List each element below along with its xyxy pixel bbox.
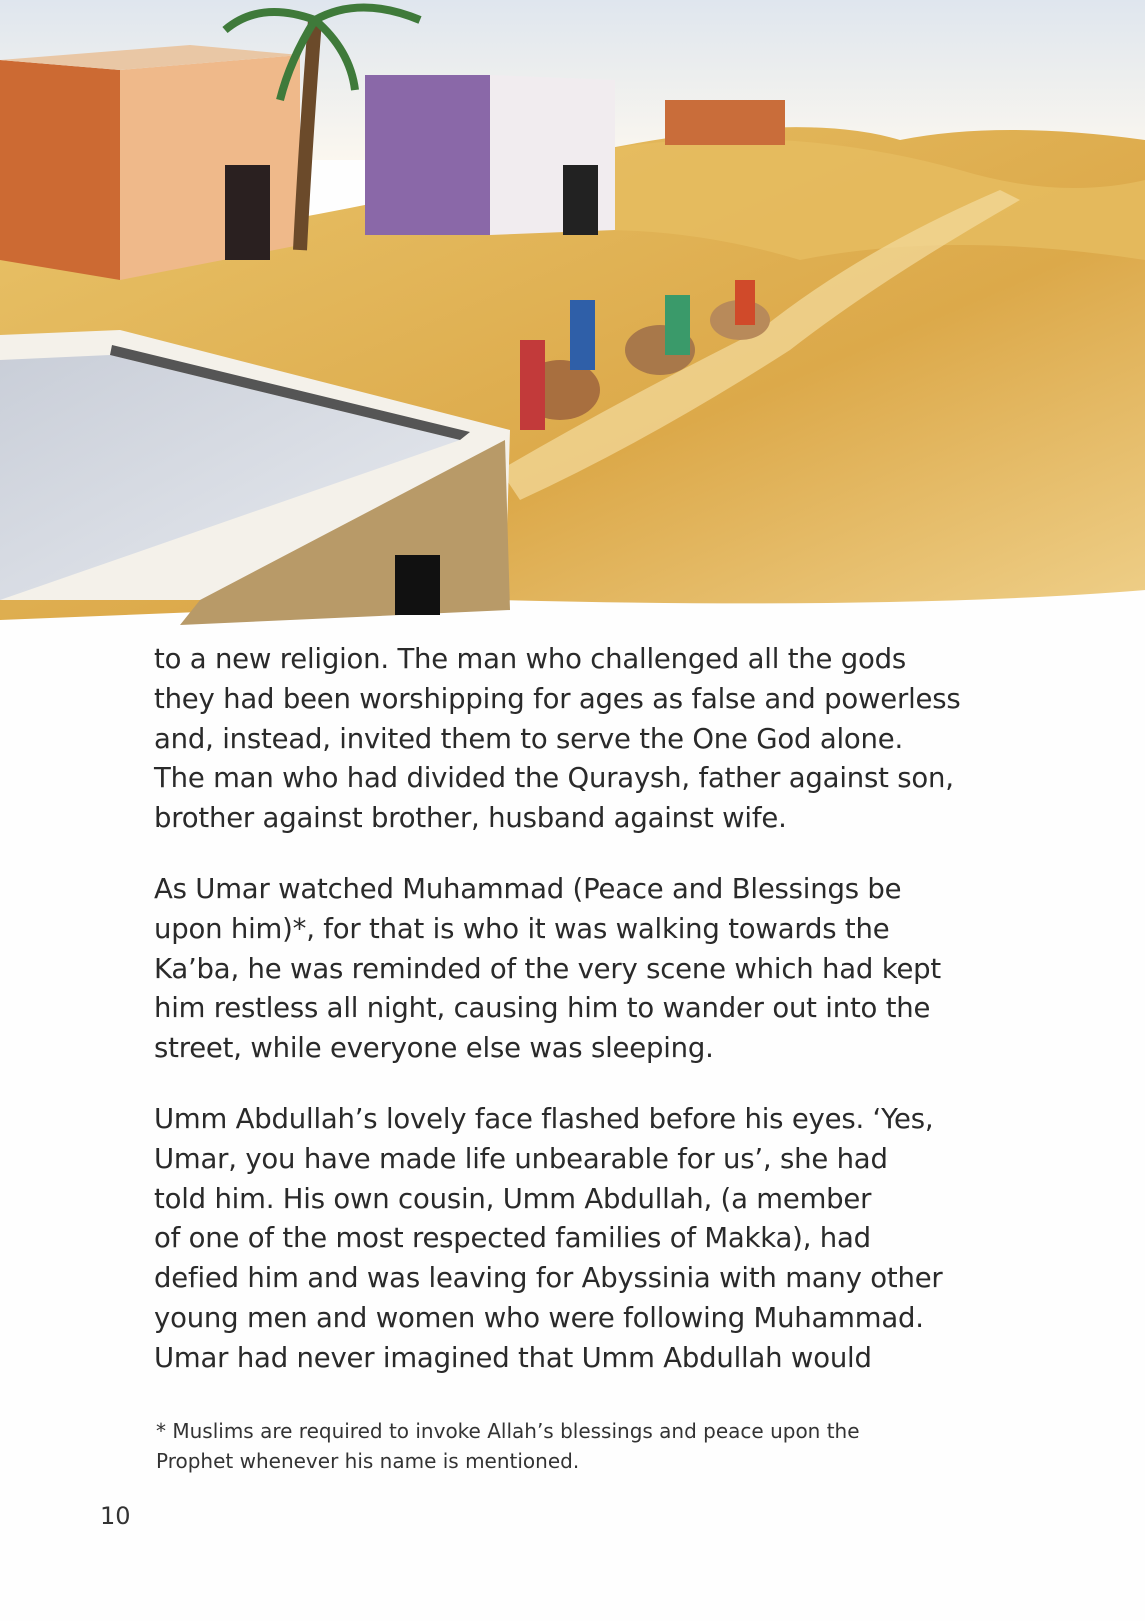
text-line: told him. His own cousin, Umm Abdullah, (a member — [154, 1182, 872, 1215]
text-line: brother against brother, husband against wife. — [154, 802, 787, 835]
text-line: defied him and was leaving for Abyssinia with many other — [154, 1262, 943, 1295]
text-line: of one of the most respected families of Makka), had — [154, 1222, 871, 1255]
page-number: 10 — [100, 1502, 131, 1530]
text-line: The man who had divided the Quraysh, father against son, — [154, 762, 954, 795]
text-line: Umar, you have made life unbearable for us’, she had — [154, 1142, 888, 1175]
text-line: As Umar watched Muhammad (Peace and Blessings be — [154, 873, 902, 905]
text-line: to a new religion. The man who challenged all the gods — [154, 643, 907, 675]
text-line: Umm Abdullah’s lovely face flashed before his eyes. ‘Yes, — [154, 1103, 934, 1135]
text-line: young men and women who were following Muhammad. — [154, 1301, 924, 1334]
far-building — [665, 100, 785, 145]
desert-town-illustration — [0, 0, 1145, 630]
paragraph-1 — [154, 640, 1054, 839]
text-line: and, instead, invited them to serve the One God alone. — [154, 722, 904, 755]
paragraph-3 — [154, 1100, 1054, 1379]
building-orange — [0, 45, 300, 280]
text-line: they had been worshipping for ages as false and powerless — [154, 682, 961, 715]
paragraph-2 — [154, 870, 1054, 1069]
text-line: street, while everyone else was sleeping. — [154, 1032, 714, 1065]
text-line: him restless all night, causing him to wander out into the — [154, 992, 931, 1025]
building-purple — [365, 75, 615, 235]
footnote — [156, 1416, 860, 1476]
text-line: Umar had never imagined that Umm Abdullah would — [154, 1341, 872, 1374]
text-line: Ka’ba, he was reminded of the very scene which had kept — [154, 952, 942, 985]
footnote-line: * Muslims are required to invoke Allah’s blessings and peace upon the — [156, 1419, 860, 1443]
footnote-line: Prophet whenever his name is mentioned. — [156, 1449, 580, 1473]
text-line: upon him)*, for that is who it was walking towards the — [154, 912, 890, 945]
